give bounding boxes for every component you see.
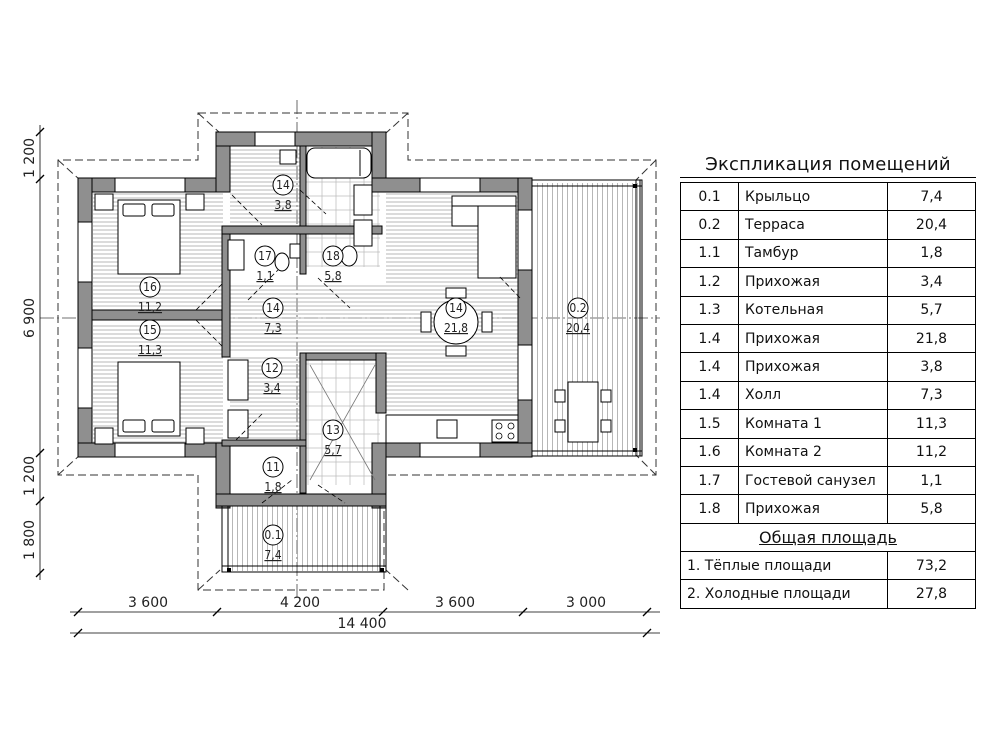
- room-area: 7,3: [264, 321, 282, 335]
- room-area: 1,1: [256, 269, 274, 283]
- room-name: Гостевой санузел: [739, 466, 888, 494]
- room-name: Комната 2: [739, 438, 888, 466]
- room-code: 1.5: [681, 410, 739, 438]
- room-name: Прихожая: [739, 324, 888, 352]
- room-name: Прихожая: [739, 495, 888, 523]
- room-number: 14: [449, 301, 463, 315]
- room-area: 20,4: [565, 321, 591, 335]
- dim-h-4: 3 000: [565, 595, 607, 611]
- explication-row: [681, 239, 976, 267]
- dim-h-1: 3 600: [127, 595, 169, 611]
- room-name: Прихожая: [739, 353, 888, 381]
- room-number: 14: [276, 178, 290, 192]
- room-number: 12: [265, 361, 279, 375]
- room-label: [263, 457, 283, 494]
- room-number: 18: [326, 249, 340, 263]
- room-number: 14: [266, 301, 280, 315]
- total-name: 2. Холодные площади: [681, 580, 888, 608]
- explication-table: [680, 182, 976, 609]
- room-area: 5,7: [324, 443, 342, 457]
- room-code: 0.2: [681, 211, 739, 239]
- room-area-value: 11,2: [888, 438, 976, 466]
- room-area: 21,8: [443, 321, 469, 335]
- room-area-value: 3,4: [888, 268, 976, 296]
- room-number: 16: [143, 280, 157, 294]
- room-number: 13: [326, 423, 340, 437]
- room-name: Прихожая: [739, 268, 888, 296]
- dim-v-4: 1 800: [22, 519, 38, 561]
- room-number: 0.2: [569, 301, 587, 315]
- room-code: 1.1: [681, 239, 739, 267]
- explication-row: [681, 324, 976, 352]
- room-name: Холл: [739, 381, 888, 409]
- room-area-value: 5,8: [888, 495, 976, 523]
- explication-row: [681, 183, 976, 211]
- room-code: 1.4: [681, 353, 739, 381]
- room-area-value: 11,3: [888, 410, 976, 438]
- room-area-value: 1,8: [888, 239, 976, 267]
- room-number: 15: [143, 323, 157, 337]
- room-area: 1,8: [264, 480, 282, 494]
- room-area: 11,3: [137, 343, 163, 357]
- explication-row: [681, 268, 976, 296]
- total-area-title: Общая площадь: [681, 523, 976, 551]
- total-row: [681, 552, 976, 580]
- total-name: 1. Тёплые площади: [681, 552, 888, 580]
- room-code: 1.7: [681, 466, 739, 494]
- explication-row: [681, 211, 976, 239]
- room-area-value: 5,7: [888, 296, 976, 324]
- explication-row: [681, 466, 976, 494]
- explication-row: [681, 381, 976, 409]
- dim-h-3: 3 600: [434, 595, 476, 611]
- explication-row: [681, 495, 976, 523]
- room-name: Терраса: [739, 211, 888, 239]
- room-name: Тамбур: [739, 239, 888, 267]
- explication-panel: [680, 154, 976, 609]
- room-area-value: 7,4: [888, 183, 976, 211]
- room-code: 1.2: [681, 268, 739, 296]
- dim-h-2: 4 200: [279, 595, 321, 611]
- total-row: [681, 580, 976, 608]
- room-number: 17: [258, 249, 272, 263]
- room-area: 11,2: [137, 300, 163, 314]
- explication-title: Экспликация помещений: [680, 154, 976, 178]
- room-code: 1.8: [681, 495, 739, 523]
- room-area: 3,8: [274, 198, 292, 212]
- total-area-value: 27,8: [888, 580, 976, 608]
- room-area: 3,4: [263, 381, 281, 395]
- room-area-value: 21,8: [888, 324, 976, 352]
- total-area-value: 73,2: [888, 552, 976, 580]
- room-area-value: 1,1: [888, 466, 976, 494]
- room-name: Крыльцо: [739, 183, 888, 211]
- room-code: 0.1: [681, 183, 739, 211]
- room-code: 1.4: [681, 381, 739, 409]
- explication-row: [681, 410, 976, 438]
- room-area-value: 20,4: [888, 211, 976, 239]
- dim-v-1: 1 200: [22, 137, 38, 179]
- dim-total: 14 400: [337, 616, 387, 632]
- room-name: Котельная: [739, 296, 888, 324]
- room-code: 1.3: [681, 296, 739, 324]
- room-area: 7,4: [264, 548, 282, 562]
- explication-row: [681, 296, 976, 324]
- room-label: [255, 246, 275, 283]
- room-area-value: 7,3: [888, 381, 976, 409]
- room-code: 1.4: [681, 324, 739, 352]
- room-number: 11: [266, 460, 280, 474]
- dim-v-3: 1 200: [22, 455, 38, 497]
- room-area-value: 3,8: [888, 353, 976, 381]
- explication-row: [681, 438, 976, 466]
- room-area: 5,8: [324, 269, 342, 283]
- dim-v-2: 6 900: [22, 297, 38, 339]
- room-code: 1.6: [681, 438, 739, 466]
- room-name: Комната 1: [739, 410, 888, 438]
- room-number: 0.1: [264, 528, 282, 542]
- explication-row: [681, 353, 976, 381]
